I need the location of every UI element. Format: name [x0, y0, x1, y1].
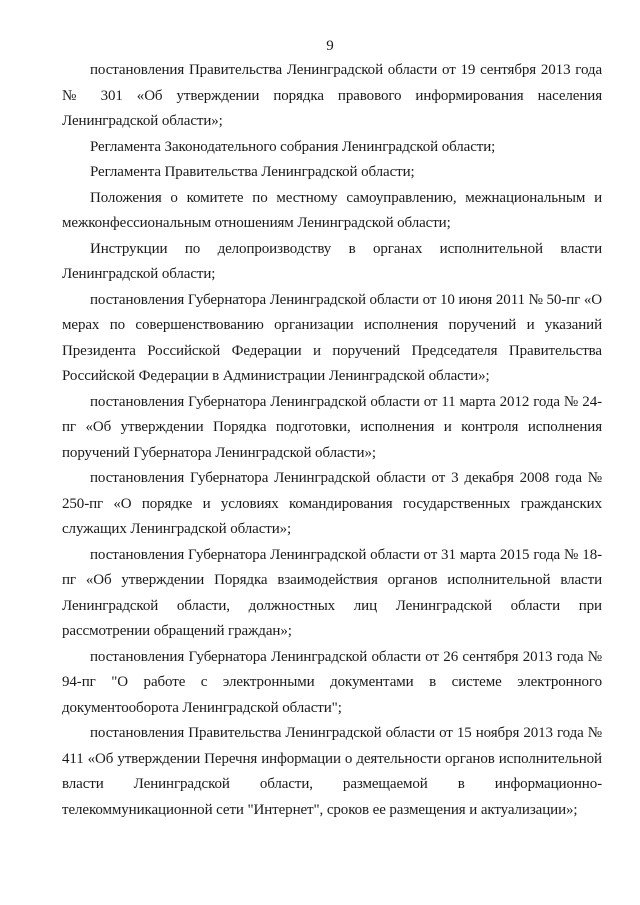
paragraph-2: Регламента Законодательного собрания Ленинградской области;	[90, 138, 496, 155]
paragraph-6: постановления Губернатора Ленинградской области от 10 июня 2011 № 50-пг «О мерах по совершенствованию организации исполнения поручений и указаний Президента Российской Федерации и поручений Председателя Правительства Российской Федерации в Администрации Ленинградской области»;	[62, 291, 602, 384]
paragraph-9: постановления Губернатора Ленинградской области от 31 марта 2015 года № 18-пг «Об утверждении Порядка взаимодействия органов исполнительной власти Ленинградской области, должностных лиц Ленинградской области при рассмотрении обращений граждан»;	[62, 546, 602, 639]
paragraph-1: постановления Правительства Ленинградской области от 19 сентября 2013 года № 301 «Об утверждении порядка правового информирования населения Ленинградской области»;	[62, 62, 602, 129]
page-number: 9	[326, 38, 334, 54]
document-body	[62, 58, 602, 823]
paragraph-7: постановления Губернатора Ленинградской области от 11 марта 2012 года № 24-пг «Об утверждении Порядка подготовки, исполнения и контроля исполнения поручений Губернатора Ленинградской области»;	[62, 393, 602, 461]
paragraph-11: постановления Правительства Ленинградской области от 15 ноября 2013 года № 411 «Об утверждении Перечня информации о деятельности органов исполнительной власти Ленинградской области, размещаемой в информационно-телекоммуникационной сети "Интернет", сроков ее размещения и актуализации»;	[62, 725, 602, 818]
paragraph-5: Инструкции по делопроизводству в органах исполнительной власти Ленинградской области;	[62, 240, 602, 282]
paragraph-8: постановления Губернатора Ленинградской области от 3 декабря 2008 года № 250-пг «О порядке и условиях командирования государственных гражданских служащих Ленинградской области»;	[62, 470, 602, 537]
paragraph-10: постановления Губернатора Ленинградской области от 26 сентября 2013 года № 94-пг "О работе с электронными документами в системе электронного документооборота Ленинградской области";	[62, 648, 602, 716]
paragraph-4: Положения о комитете по местному самоуправлению, межнациональным и межконфессиональным отношениям Ленинградской области;	[62, 189, 602, 231]
paragraph-3: Регламента Правительства Ленинградской области;	[90, 164, 415, 180]
